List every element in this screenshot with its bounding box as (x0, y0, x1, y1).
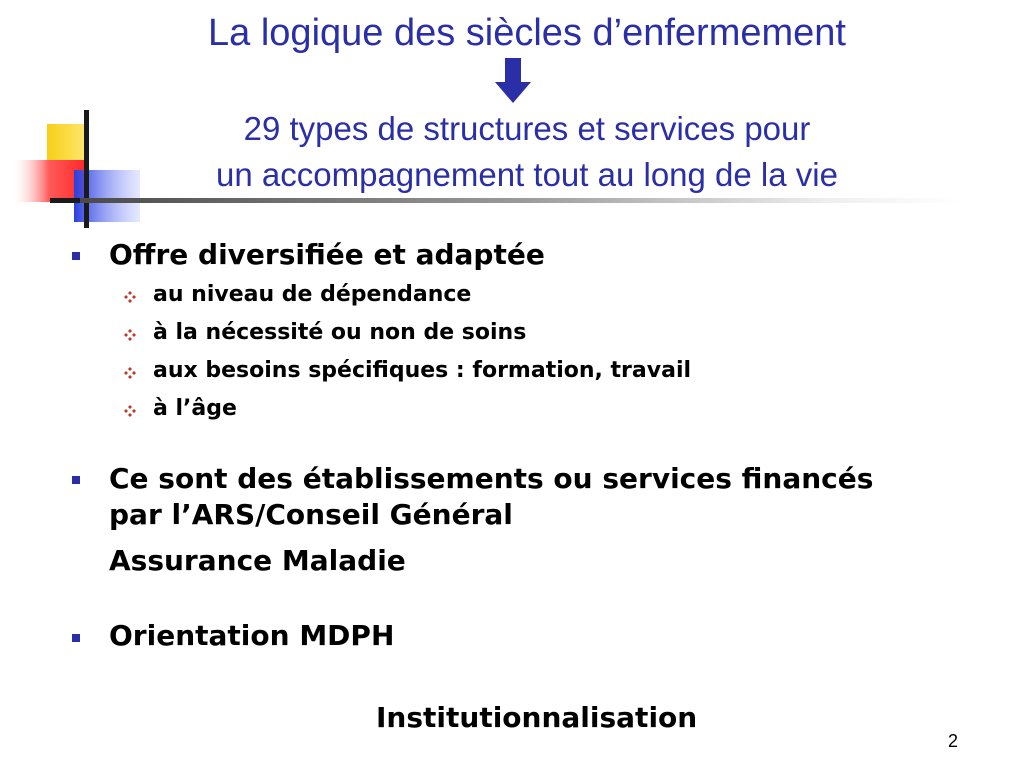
four-diamond-bullet-icon (124, 291, 136, 303)
slide-subtitle (0, 106, 1024, 198)
bullet-orientation: Orientation MDPH (109, 619, 395, 652)
page-number: 2 (948, 731, 959, 751)
four-diamond-bullet-icon (124, 405, 136, 417)
bullet-offre: Offre diversifiée et adaptée (109, 238, 545, 271)
slide-title: La logique des siècles d’enfermement (208, 12, 846, 54)
bullet-financement-line1: Ce sont des établissements ou services financés (109, 462, 874, 495)
four-diamond-bullet-icon (124, 367, 136, 379)
subitem-dependance: au niveau de dépendance (153, 282, 472, 307)
bullet-financement-line2: par l’ARS/Conseil Général (109, 498, 513, 531)
four-diamond-bullet-icon (124, 329, 136, 341)
square-bullet-icon (72, 252, 84, 264)
bullet-financement-line3: Assurance Maladie (109, 544, 406, 577)
subtitle-line-1: 29 types de structures et services pour (243, 110, 811, 147)
institutionnalisation-label: Institutionnalisation (376, 701, 698, 734)
down-arrow-icon (495, 58, 531, 104)
square-bullet-icon (72, 634, 84, 646)
subitem-age: à l’âge (153, 396, 237, 421)
subitem-soins: à la nécessité ou non de soins (153, 320, 527, 345)
square-bullet-icon (72, 476, 84, 488)
color-blocks-logo (14, 110, 140, 228)
subitem-besoins: aux besoins spécifiques : formation, travail (153, 358, 692, 383)
subtitle-line-2: un accompagnement tout au long de la vie (216, 156, 838, 193)
title-divider (80, 198, 960, 203)
